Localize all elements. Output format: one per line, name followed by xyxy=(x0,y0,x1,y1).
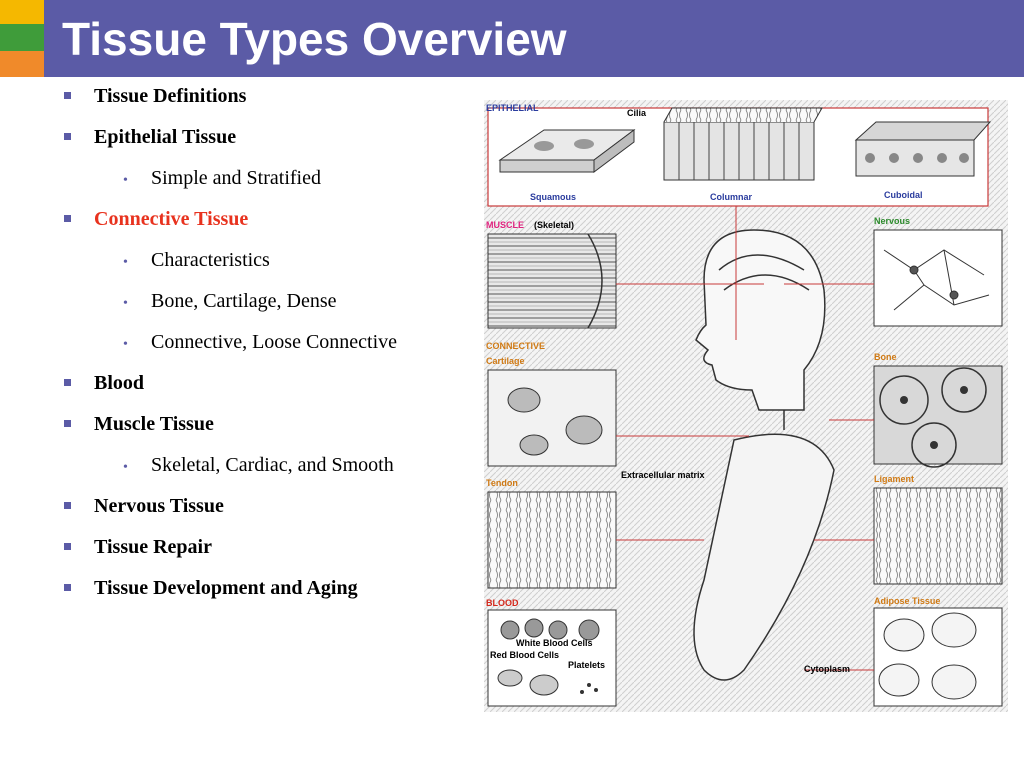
outline-item xyxy=(94,535,212,559)
dot-bullet-icon: • xyxy=(123,337,128,352)
square-bullet-icon xyxy=(64,584,71,591)
title-bar xyxy=(0,0,1024,77)
outline-subitem xyxy=(123,248,270,272)
cilia-label: Cilia xyxy=(627,108,647,118)
outline-item-text: Tissue Definitions xyxy=(94,85,247,107)
bone-label: Bone xyxy=(874,352,897,362)
outline-item-text: Blood xyxy=(94,372,145,394)
blood-label: BLOOD xyxy=(486,598,519,608)
dot-bullet-icon: • xyxy=(123,460,128,475)
rbc-label: Red Blood Cells xyxy=(490,650,560,660)
square-bullet-icon xyxy=(64,379,71,386)
skeletal-muscle-panel xyxy=(488,234,616,328)
corner-block-green xyxy=(0,24,44,51)
square-bullet-icon xyxy=(64,92,71,99)
outline-item-text: Tissue Development and Aging xyxy=(94,577,358,599)
square-bullet-icon xyxy=(64,215,71,222)
ligament-panel xyxy=(874,488,1002,584)
extracellular-matrix-label: Extracellular matrix xyxy=(621,470,705,480)
outline-subitem xyxy=(123,289,337,313)
square-bullet-icon xyxy=(64,420,71,427)
outline-subitem-text: Skeletal, Cardiac, and Smooth xyxy=(151,454,394,476)
square-bullet-icon xyxy=(64,133,71,140)
cartilage-label: Cartilage xyxy=(486,356,525,366)
outline-item xyxy=(94,125,236,149)
outline-subitem xyxy=(123,166,321,190)
outline-item-text: Epithelial Tissue xyxy=(94,126,237,148)
outline-item-text: Nervous Tissue xyxy=(94,495,224,517)
ligament-label: Ligament xyxy=(874,474,915,484)
outline-item xyxy=(94,84,246,108)
adipose-label: Adipose Tissue xyxy=(874,596,941,606)
square-bullet-icon xyxy=(64,543,71,550)
skeletal-label: (Skeletal) xyxy=(534,220,575,230)
square-bullet-icon xyxy=(64,502,71,509)
outline-item-text: Connective Tissue xyxy=(94,208,249,230)
columnar-label: Columnar xyxy=(710,192,753,202)
bone-panel xyxy=(874,366,1002,467)
cuboidal-label: Cuboidal xyxy=(884,190,923,200)
tendon-panel xyxy=(488,492,616,588)
outline-item xyxy=(94,494,224,518)
adipose-panel xyxy=(874,608,1002,706)
dot-bullet-icon: • xyxy=(123,296,128,311)
tissue-types-illustration xyxy=(484,100,1008,712)
outline-subitem-text: Characteristics xyxy=(151,249,270,271)
nervous-panel xyxy=(874,230,1002,326)
outline-item xyxy=(94,576,358,600)
wbc-label: White Blood Cells xyxy=(516,638,593,648)
dot-bullet-icon: • xyxy=(123,173,128,188)
outline-subitem-text: Simple and Stratified xyxy=(151,167,321,189)
platelets-label: Platelets xyxy=(568,660,606,670)
nervous-label: Nervous xyxy=(874,216,911,226)
corner-block-orange xyxy=(0,51,44,77)
cartilage-panel xyxy=(488,370,616,466)
corner-block-yellow xyxy=(0,0,44,24)
epithelial-label: EPITHELIAL xyxy=(486,103,539,113)
muscle-label: MUSCLE xyxy=(486,220,524,230)
slide-title: Tissue Types Overview xyxy=(62,13,567,65)
outline-item-active xyxy=(94,207,248,231)
outline-item xyxy=(94,412,214,436)
outline-item xyxy=(94,371,144,395)
outline-item-text: Tissue Repair xyxy=(94,536,212,558)
connective-label: CONNECTIVE xyxy=(486,341,546,351)
outline-subitem xyxy=(123,453,394,477)
cytoplasm-label: Cytoplasm xyxy=(804,664,851,674)
outline-subitem-text: Bone, Cartilage, Dense xyxy=(151,290,337,312)
tendon-label: Tendon xyxy=(486,478,518,488)
outline-subitem-text: Connective, Loose Connective xyxy=(151,331,398,353)
dot-bullet-icon: • xyxy=(123,255,128,270)
outline-item-text: Muscle Tissue xyxy=(94,413,214,435)
squamous-label: Squamous xyxy=(530,192,577,202)
outline-subitem xyxy=(123,330,398,354)
